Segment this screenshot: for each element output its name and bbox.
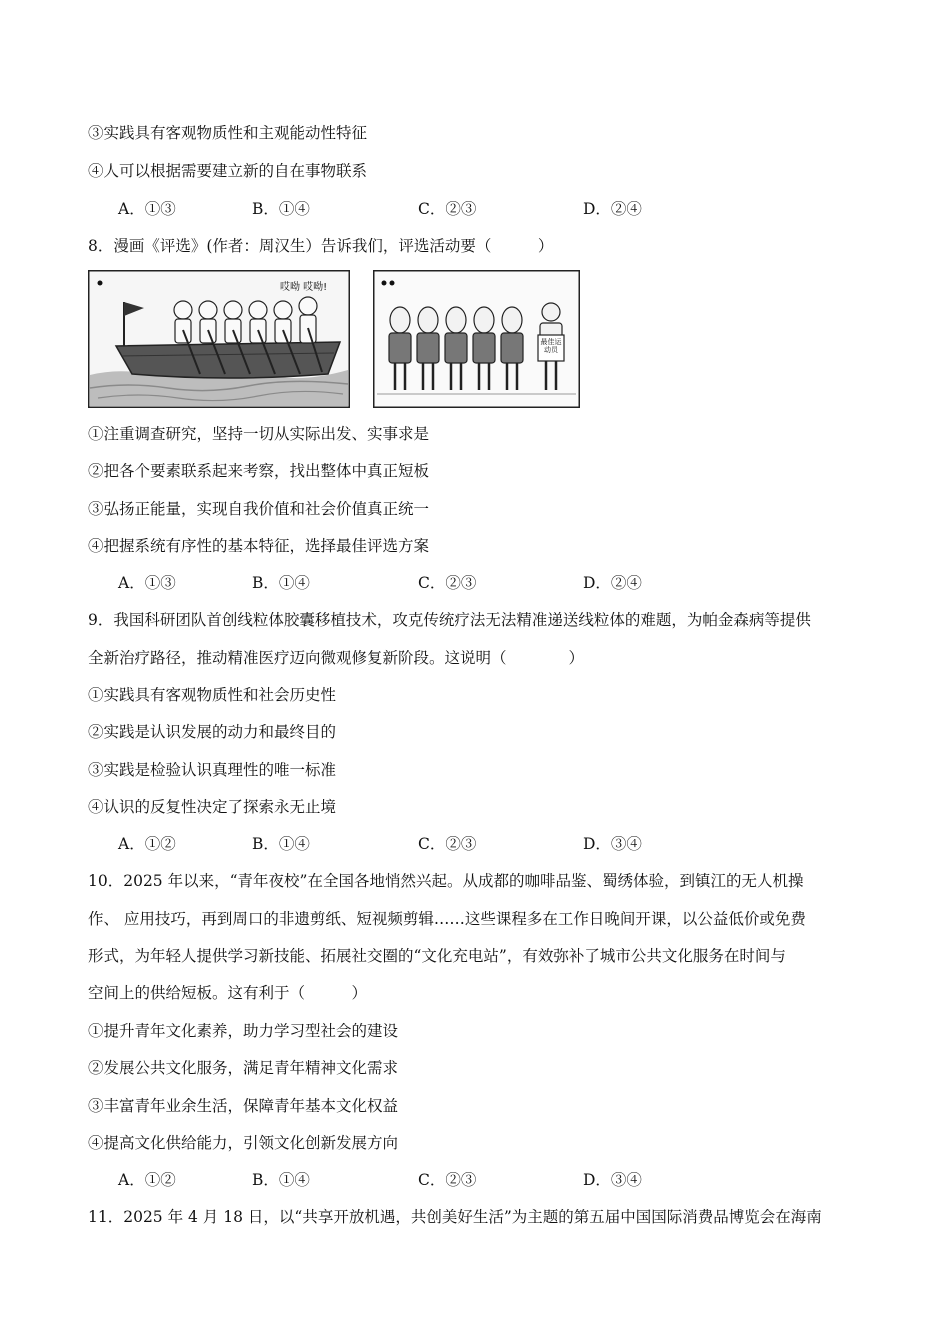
q8-item-1: ①注重调查研究，坚持一切从实际出发、实事求是 bbox=[88, 425, 430, 443]
option-d[interactable]: D．②④ bbox=[583, 574, 642, 592]
option-a[interactable]: A．①③ bbox=[118, 200, 176, 218]
q7-item-4: ④人可以根据需要建立新的自在事物联系 bbox=[88, 162, 368, 180]
cartoon-panel-rowing bbox=[88, 270, 350, 408]
q10-item-2: ②发展公共文化服务，满足青年精神文化需求 bbox=[88, 1059, 399, 1077]
option-a[interactable]: A．①② bbox=[118, 835, 176, 853]
option-d[interactable]: D．②④ bbox=[583, 200, 642, 218]
q8-item-2: ②把各个要素联系起来考察，找出整体中真正短板 bbox=[88, 462, 430, 480]
option-c[interactable]: C．②③ bbox=[418, 200, 477, 218]
q10-stem-line-4: 空间上的供给短板。这有利于（ ） bbox=[88, 984, 368, 1002]
q10-stem-line-1: 10．2025 年以来，“青年夜校”在全国各地悄然兴起。从成都的咖啡品鉴、蜀绣体验，到镇江的无人机操 bbox=[88, 872, 804, 890]
q9-item-2: ②实践是认识发展的动力和最终目的 bbox=[88, 723, 337, 741]
q10-stem-line-3: 形式，为年轻人提供学习新技能、拓展社交圈的“文化充电站”，有效弥补了城市公共文化服务在时间与 bbox=[88, 947, 786, 965]
option-a[interactable]: A．①③ bbox=[118, 574, 176, 592]
q11-stem-line-1: 11．2025 年 4 月 18 日，以“共享开放机遇，共创美好生活”为主题的第五届中国国际消费品博览会在海南 bbox=[88, 1208, 822, 1226]
option-c[interactable]: C．②③ bbox=[418, 574, 477, 592]
option-b[interactable]: B．①④ bbox=[252, 200, 310, 218]
q10-item-1: ①提升青年文化素养，助力学习型社会的建设 bbox=[88, 1022, 399, 1040]
q10-stem-line-2: 作、 应用技巧，再到周口的非遗剪纸、短视频剪辑……这些课程多在工作日晚间开课，以公益低价或免费 bbox=[88, 910, 806, 928]
q7-item-3: ③实践具有客观物质性和主观能动性特征 bbox=[88, 124, 368, 142]
option-d[interactable]: D．③④ bbox=[583, 1171, 642, 1189]
q9-item-4: ④认识的反复性决定了探索永无止境 bbox=[88, 798, 337, 816]
option-d[interactable]: D．③④ bbox=[583, 835, 642, 853]
cartoon-panel-lineup bbox=[373, 270, 580, 408]
option-c[interactable]: C．②③ bbox=[418, 835, 477, 853]
option-c[interactable]: C．②③ bbox=[418, 1171, 477, 1189]
q8-stem: 8．漫画《评选》(作者：周汉生）告诉我们，评选活动要（ ） bbox=[88, 237, 554, 255]
q9-stem-line-2: 全新治疗路径，推动精准医疗迈向微观修复新阶段。这说明（ ） bbox=[88, 649, 585, 667]
q8-item-3: ③弘扬正能量，实现自我价值和社会价值真正统一 bbox=[88, 500, 430, 518]
sign-text: 最佳运动员 bbox=[540, 338, 562, 354]
option-a[interactable]: A．①② bbox=[118, 1171, 176, 1189]
option-b[interactable]: B．①④ bbox=[252, 574, 310, 592]
athletes-illustration bbox=[373, 270, 580, 408]
q10-item-4: ④提高文化供给能力，引领文化创新发展方向 bbox=[88, 1134, 399, 1152]
option-b[interactable]: B．①④ bbox=[252, 1171, 310, 1189]
q9-stem-line-1: 9．我国科研团队首创线粒体胶囊移植技术，攻克传统疗法无法精准递送线粒体的难题，为帕金森病等提供 bbox=[88, 611, 811, 629]
q8-item-4: ④把握系统有序性的基本特征，选择最佳评选方案 bbox=[88, 537, 430, 555]
option-b[interactable]: B．①④ bbox=[252, 835, 310, 853]
q9-item-3: ③实践是检验认识真理性的唯一标准 bbox=[88, 761, 337, 779]
q10-item-3: ③丰富青年业余生活，保障青年基本文化权益 bbox=[88, 1097, 399, 1115]
q9-item-1: ①实践具有客观物质性和社会历史性 bbox=[88, 686, 337, 704]
rowing-illustration bbox=[88, 270, 350, 408]
speech-text: 哎呦 哎呦! bbox=[280, 282, 328, 293]
